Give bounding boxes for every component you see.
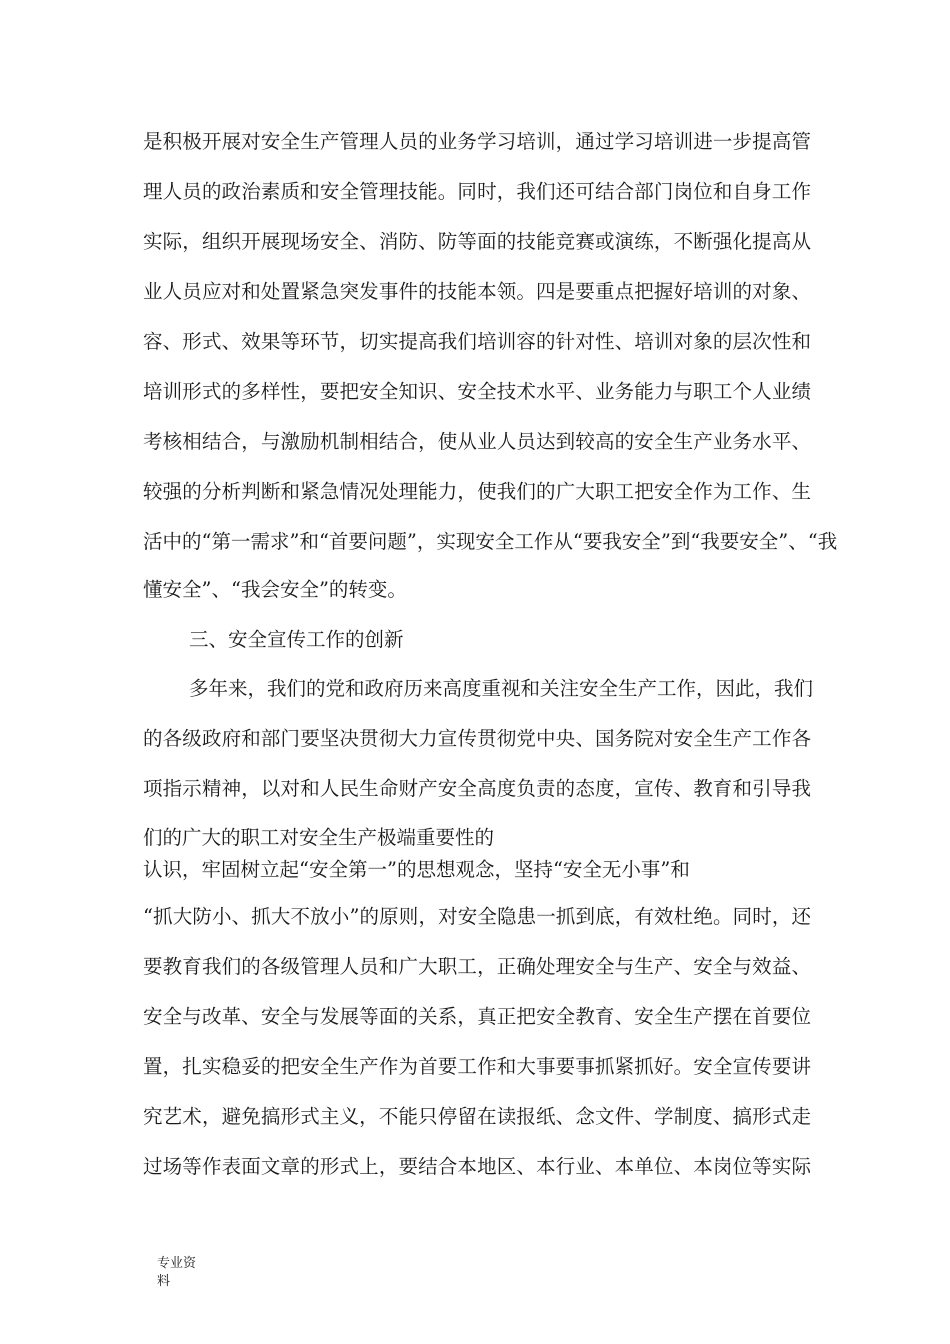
footer-line: 专业资 <box>157 1256 197 1271</box>
text-line: 培训形式的多样性，要把安全知识、安全技术水平、业务能力与职工个人业绩 <box>143 380 811 403</box>
text-line: 业人员应对和处置紧急突发事件的技能本领。四是要重点把握好培训的对象、 <box>143 280 811 303</box>
text-line: 较强的分析判断和紧急情况处理能力，使我们的广大职工把安全作为工作、生 <box>143 480 811 503</box>
page-footer <box>157 1255 207 1291</box>
text-line: 的各级政府和部门要坚决贯彻大力宣传贯彻党中央、国务院对安全生产工作各 <box>143 727 811 750</box>
text-line: 认识，牢固树立起“安全第一”的思想观念，坚持“安全无小事”和 <box>143 858 690 881</box>
text-line: 项指示精神，以对和人民生命财产安全高度负责的态度，宣传、教育和引导我 <box>143 777 811 800</box>
text-line: 容、形式、效果等环节，切实提高我们培训容的针对性、培训对象的层次性和 <box>143 330 811 353</box>
footer-line: 料 <box>157 1274 171 1289</box>
text-line: “抓大防小、抓大不放小”的原则，对安全隐患一抓到底，有效杜绝。同时，还 <box>143 905 811 928</box>
text-line: 要教育我们的各级管理人员和广大职工，正确处理安全与生产、安全与效益、 <box>143 955 811 978</box>
text-line: 懂安全”、“我会安全”的转变。 <box>143 578 407 601</box>
text-line: 安全与改革、安全与发展等面的关系，真正把安全教育、安全生产摆在首要位 <box>143 1005 811 1028</box>
text-line: 是积极开展对安全生产管理人员的业务学习培训，通过学习培训进一步提高管 <box>143 130 811 153</box>
section-heading: 三、安全宣传工作的创新 <box>189 628 404 651</box>
text-line: 究艺术，避免搞形式主义，不能只停留在读报纸、念文件、学制度、搞形式走 <box>143 1105 811 1128</box>
text-line: 过场等作表面文章的形式上，要结合本地区、本行业、本单位、本岗位等实际 <box>143 1155 811 1178</box>
text-line: 实际，组织开展现场安全、消防、防等面的技能竞赛或演练，不断强化提高从 <box>143 230 811 253</box>
text-line: 活中的“第一需求”和“首要问题”，实现安全工作从“要我安全”到“我要安全”、“我 <box>143 530 838 553</box>
text-line: 多年来，我们的党和政府历来高度重视和关注安全生产工作，因此，我们 <box>189 677 814 700</box>
text-line: 们的广大的职工对安全生产极端重要性的 <box>143 826 495 849</box>
text-line: 理人员的政治素质和安全管理技能。同时，我们还可结合部门岗位和自身工作 <box>143 180 811 203</box>
text-line: 考核相结合，与激励机制相结合，使从业人员达到较高的安全生产业务水平、 <box>143 430 811 453</box>
text-line: 置，扎实稳妥的把安全生产作为首要工作和大事要事抓紧抓好。安全宣传要讲 <box>143 1055 811 1078</box>
